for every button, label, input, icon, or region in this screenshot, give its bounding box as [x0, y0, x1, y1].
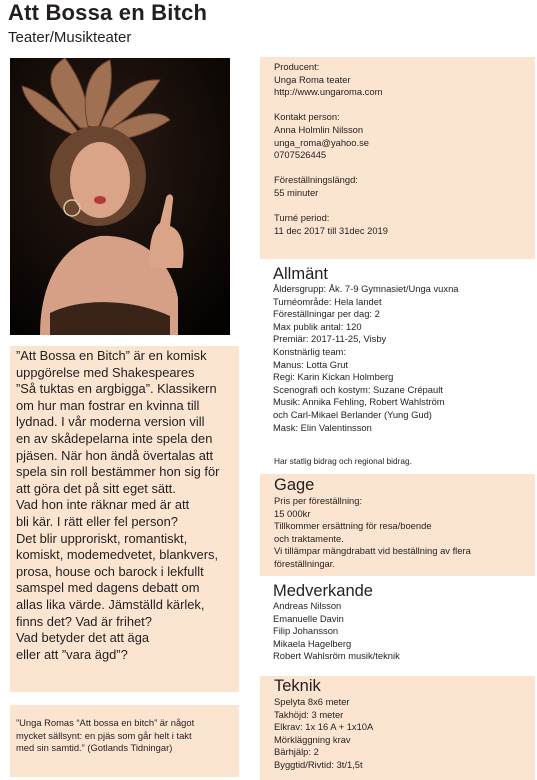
medverkande-heading: Medverkande: [273, 582, 373, 600]
teknik-body: Spelyta 8x6 meter Takhöjd: 3 meter Elkrav: 1x 16 A + 1x10A Mörkläggning krav Bärhjälp: 2 Byggtid/Rivtid: 3t/1,5t: [274, 696, 374, 770]
gage-heading: Gage: [274, 476, 315, 494]
gage-body: Pris per föreställning: 15 000kr Tillkommer ersättning för resa/boende och traktamente. Vi tillämpar mängdrabatt vid beställning av flera föreställningar.: [274, 495, 471, 569]
review-quote-box: [10, 705, 239, 777]
medverkande-section: [260, 581, 535, 671]
description-text: ”Att Bossa en Bitch” är en komisk uppgörelse med Shakespeares ”Så tuktas en argbigga”. Klassikern om hur man fostrar en kvinna till lydnad. I vår moderna version vill en av skådepelarna inte spela den pjäsen. När hon ändå övertalas att spela sin roll bestämmer hon sig för att göra det på sitt eget sätt. Vad hon inte räknar med är att bli kär. I rätt eller fel person? Det blir upproriskt, romantiskt, komiskt, modemedvetet, blankvers, prosa, house och barock i lekfullt samspel med dagens debatt om allas lika värde. Jämställd kärlek, finns det? Vad är frihet? Vad betyder det att äga eller att ”vara ägd”?: [16, 348, 220, 662]
face: [70, 142, 130, 218]
teknik-section: [260, 676, 535, 780]
performer-photo: [10, 58, 230, 335]
description-box: [10, 346, 239, 692]
allmant-body: Åldersgrupp: Åk. 7-9 Gymnasiet/Unga vuxna Turnéområde: Hela landet Föreställningar per dag: 2 Max publik antal: 120 Premiär: 2017-11-25, Visby Konstnärlig team: Manus: Lotta Grut Regi: Karin Kickan Holmberg Scenografi och kostym: Suzane Crépault Musik: Annika Fehling, Robert Wahlström och Carl-Mikael Berlander (Yung Gud) Mask: Elin Valentinsson: [273, 283, 459, 433]
allmant-heading: Allmänt: [273, 265, 329, 283]
review-quote: ”Unga Romas “Att bossa en bitch” är något mycket sällsynt: en pjäs som går helt i takt med sin samtid.” (Gotlands Tidningar): [16, 717, 195, 753]
producer-info-box: [260, 57, 535, 259]
page-title: Att Bossa en Bitch: [8, 0, 208, 25]
gage-section: [260, 474, 535, 576]
teknik-heading: Teknik: [274, 677, 321, 695]
producer-info: Producent: Unga Roma teater http://www.ungaroma.com Kontakt person: Anna Holmlin Nilsson unga_roma@yahoo.se 0707526445 Föreställningslängd: 55 minuter Turné period: 11 dec 2017 till 31dec 2019: [274, 61, 388, 236]
medverkande-body: Andreas Nilsson Emanuelle Davin Filip Johansson Mikaela Hagelberg Robert Wahlsröm musik/teknik: [273, 600, 400, 662]
grant-note: Har statlig bidrag och regional bidrag.: [274, 456, 412, 466]
page-subtitle: Teater/Musikteater: [8, 29, 132, 46]
allmant-section: [260, 262, 535, 470]
